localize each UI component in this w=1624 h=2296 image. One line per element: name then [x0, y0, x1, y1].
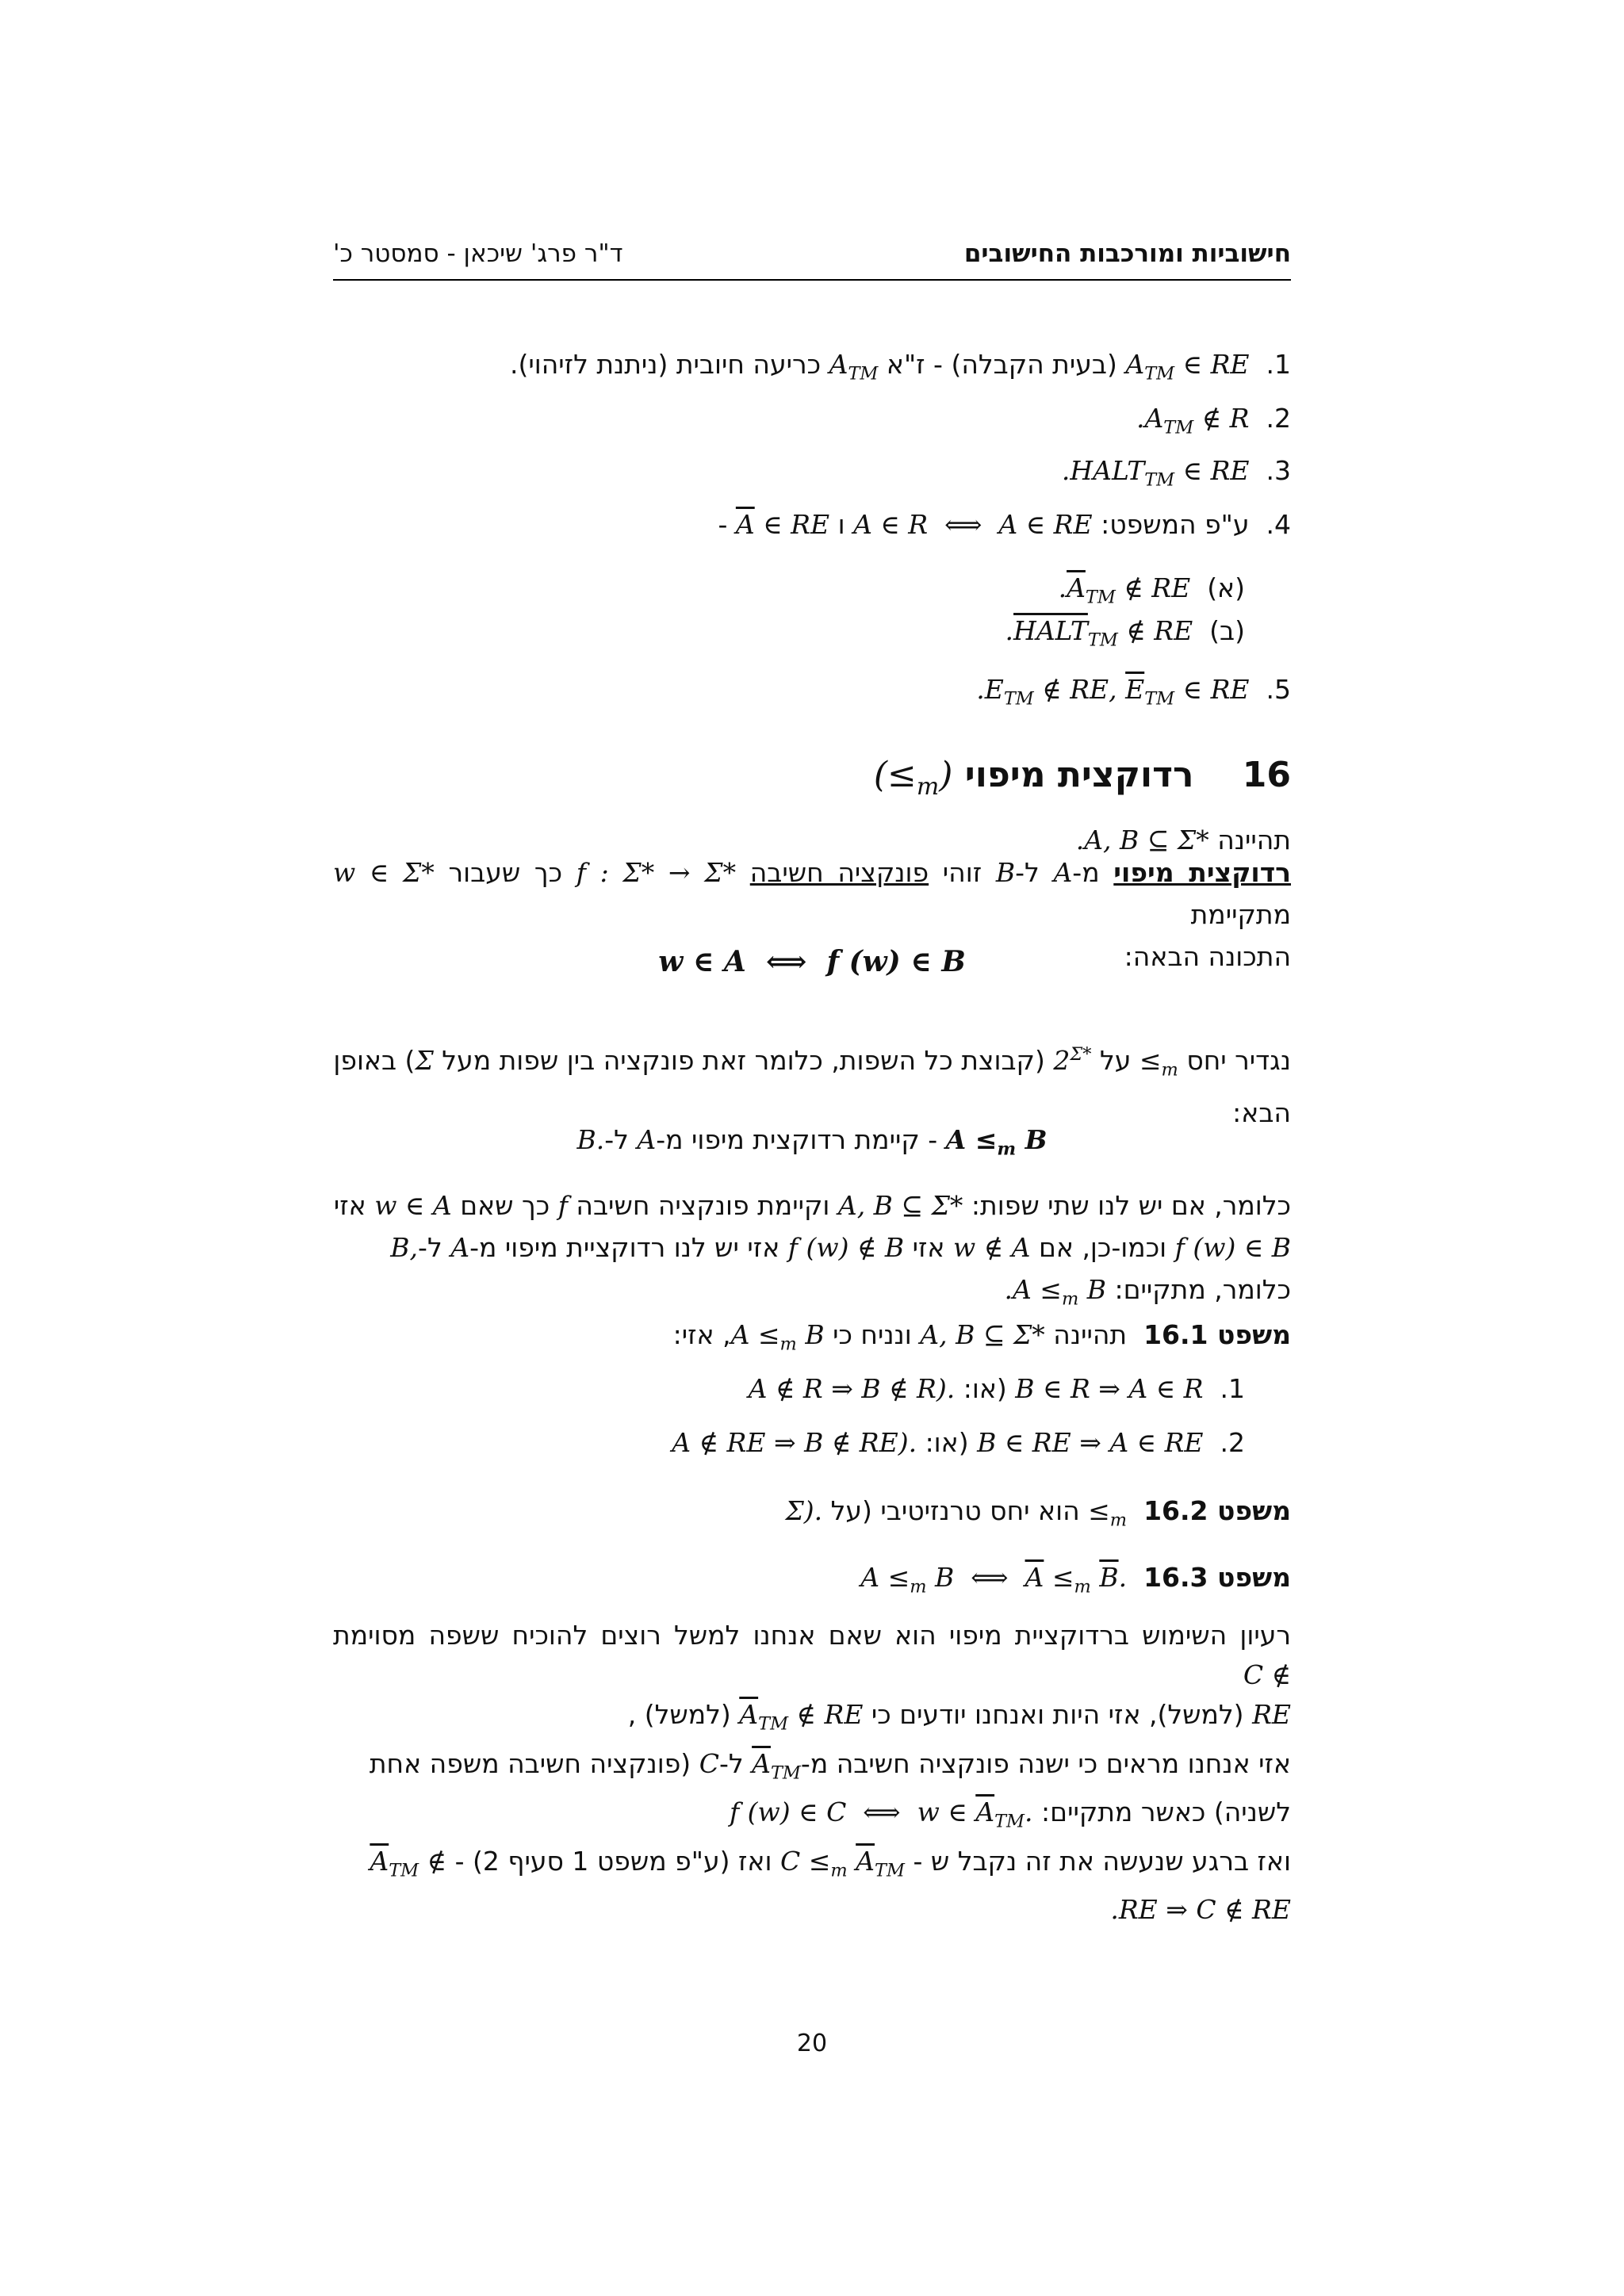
list-item-4a: (א) $.\overline{A}_{TM}$ ∉ RE	[1058, 572, 1245, 608]
running-header-title: חישוביות ומורכבות החישובים	[963, 239, 1291, 268]
list-item-4b: (ב) $.HALT_{TM}$ ∉ RE	[1005, 615, 1245, 651]
definition-paragraph: רדוקצית מיפוי מ-A ל-B זוהי פונקציה חשיבה f : Σ* → Σ* כך שעבור w ∈ Σ* מתקיימת התכונה הבאה:	[333, 857, 1291, 972]
theorem-16-1-item-2: 2. B ∈ RE ⇒ A ∈ RE (או: A ∉ RE ⇒ B ∉ RE).	[672, 1427, 1245, 1458]
relation-paragraph: נגדיר יחס $\le_m$ על $2^{\Sigma*}$ (קבוצת כל השפות, כלומר זאת פונקציה בין שפות מעל Σ) באופן הבא:	[333, 1044, 1291, 1128]
theorem-16-3: משפט 16.3 $A \le_m$ B ⟺ $\overline{A} \le_m$ $\overline{B}$.	[860, 1562, 1291, 1598]
definition-let: תהיינה .A, B ⊆ Σ*	[1075, 825, 1291, 855]
relation-definition: $A \le_m$ B - קיימת רדוקצית מיפוי מ-A ל-B.	[576, 1124, 1048, 1160]
list-item-5: 5. $.E_{TM}$ ∉ RE, $\overline{E}_{TM}$ ∈ RE	[976, 674, 1291, 710]
definition-formula: w ∈ A ⟺ f (w) ∈ B	[658, 945, 966, 978]
explanation-paragraph: כלומר, אם יש לנו שתי שפות: A, B ⊆ Σ* וקיימת פונקציה חשיבה f כך שאם w ∈ A אזי f (w) ∈ B וכמו-כן, אם w ∉ A אזי f (w) ∉ B אזי יש לנו רדוקציית מיפוי מ-A ל-B, כלומר, מתקיים: $.A \le_m$ B	[333, 1190, 1291, 1310]
list-item-2: 2. $.A_{TM}$ ∉ R	[1136, 403, 1291, 438]
usage-paragraph: רעיון השימוש ברדוקציית מיפוי הוא שאם אנחנו למשל רוצים להוכיח ששפה מסוימת C ∉ RE (למשל), אזי היות ואנחנו יודעים כי $\overline{A}_{TM}$ ∉ RE (למשל) , אזי אנחנו מראים כי ישנה פונקציה חשיבה $מ-\overline{A}_{TM}$ ל-C (פונקציה חשיבה משפה אחת לשניה) כאשר מתקיים: f (w) ∈ C ⟺ w ∈ $\overline{A}_{TM}$. ואז ברגע שנעשה את זה נקבל ש - $C \le_m$ $\overline{A}_{TM}$ ואז (ע"פ משפט 1 סעיף $2) - \overline{A}_{TM}$ ∉ .RE ⇒ C ∉ RE	[333, 1620, 1291, 1926]
list-item-3: 3. $.HALT_{TM}$ ∈ RE	[1061, 455, 1291, 491]
list-item-1: 1. $A_{TM}$ ∈ RE (בעית הקבלה) - ז"א $A_{TM}$ כריעה חיובית (ניתנת לזיהוי).	[509, 349, 1291, 385]
section-heading: 16 רדוקצית מיפוי $(\le_m)$	[873, 755, 1291, 801]
theorem-16-2: משפט $16.2 \le_m$ הוא יחס טרנזיטיבי (על Σ).	[785, 1495, 1291, 1531]
theorem-16-1: משפט 16.1 תהיינה A, B ⊆ Σ* ונניח כי $A \le_m$ B, אזי:	[672, 1319, 1291, 1355]
header-rule	[333, 279, 1291, 281]
running-header-author: ד"ר פרג' שיכאן - סמסטר כ'	[333, 239, 623, 268]
list-item-4: 4. ע"פ המשפט: A ∈ R ⟺ A ∈ RE ו $\overline{A}$ ∈ RE -	[718, 509, 1291, 540]
theorem-16-1-item-1: 1. B ∈ R ⇒ A ∈ R (או: A ∉ R ⇒ B ∉ R).	[748, 1373, 1245, 1404]
page-number: 20	[796, 2030, 828, 2057]
